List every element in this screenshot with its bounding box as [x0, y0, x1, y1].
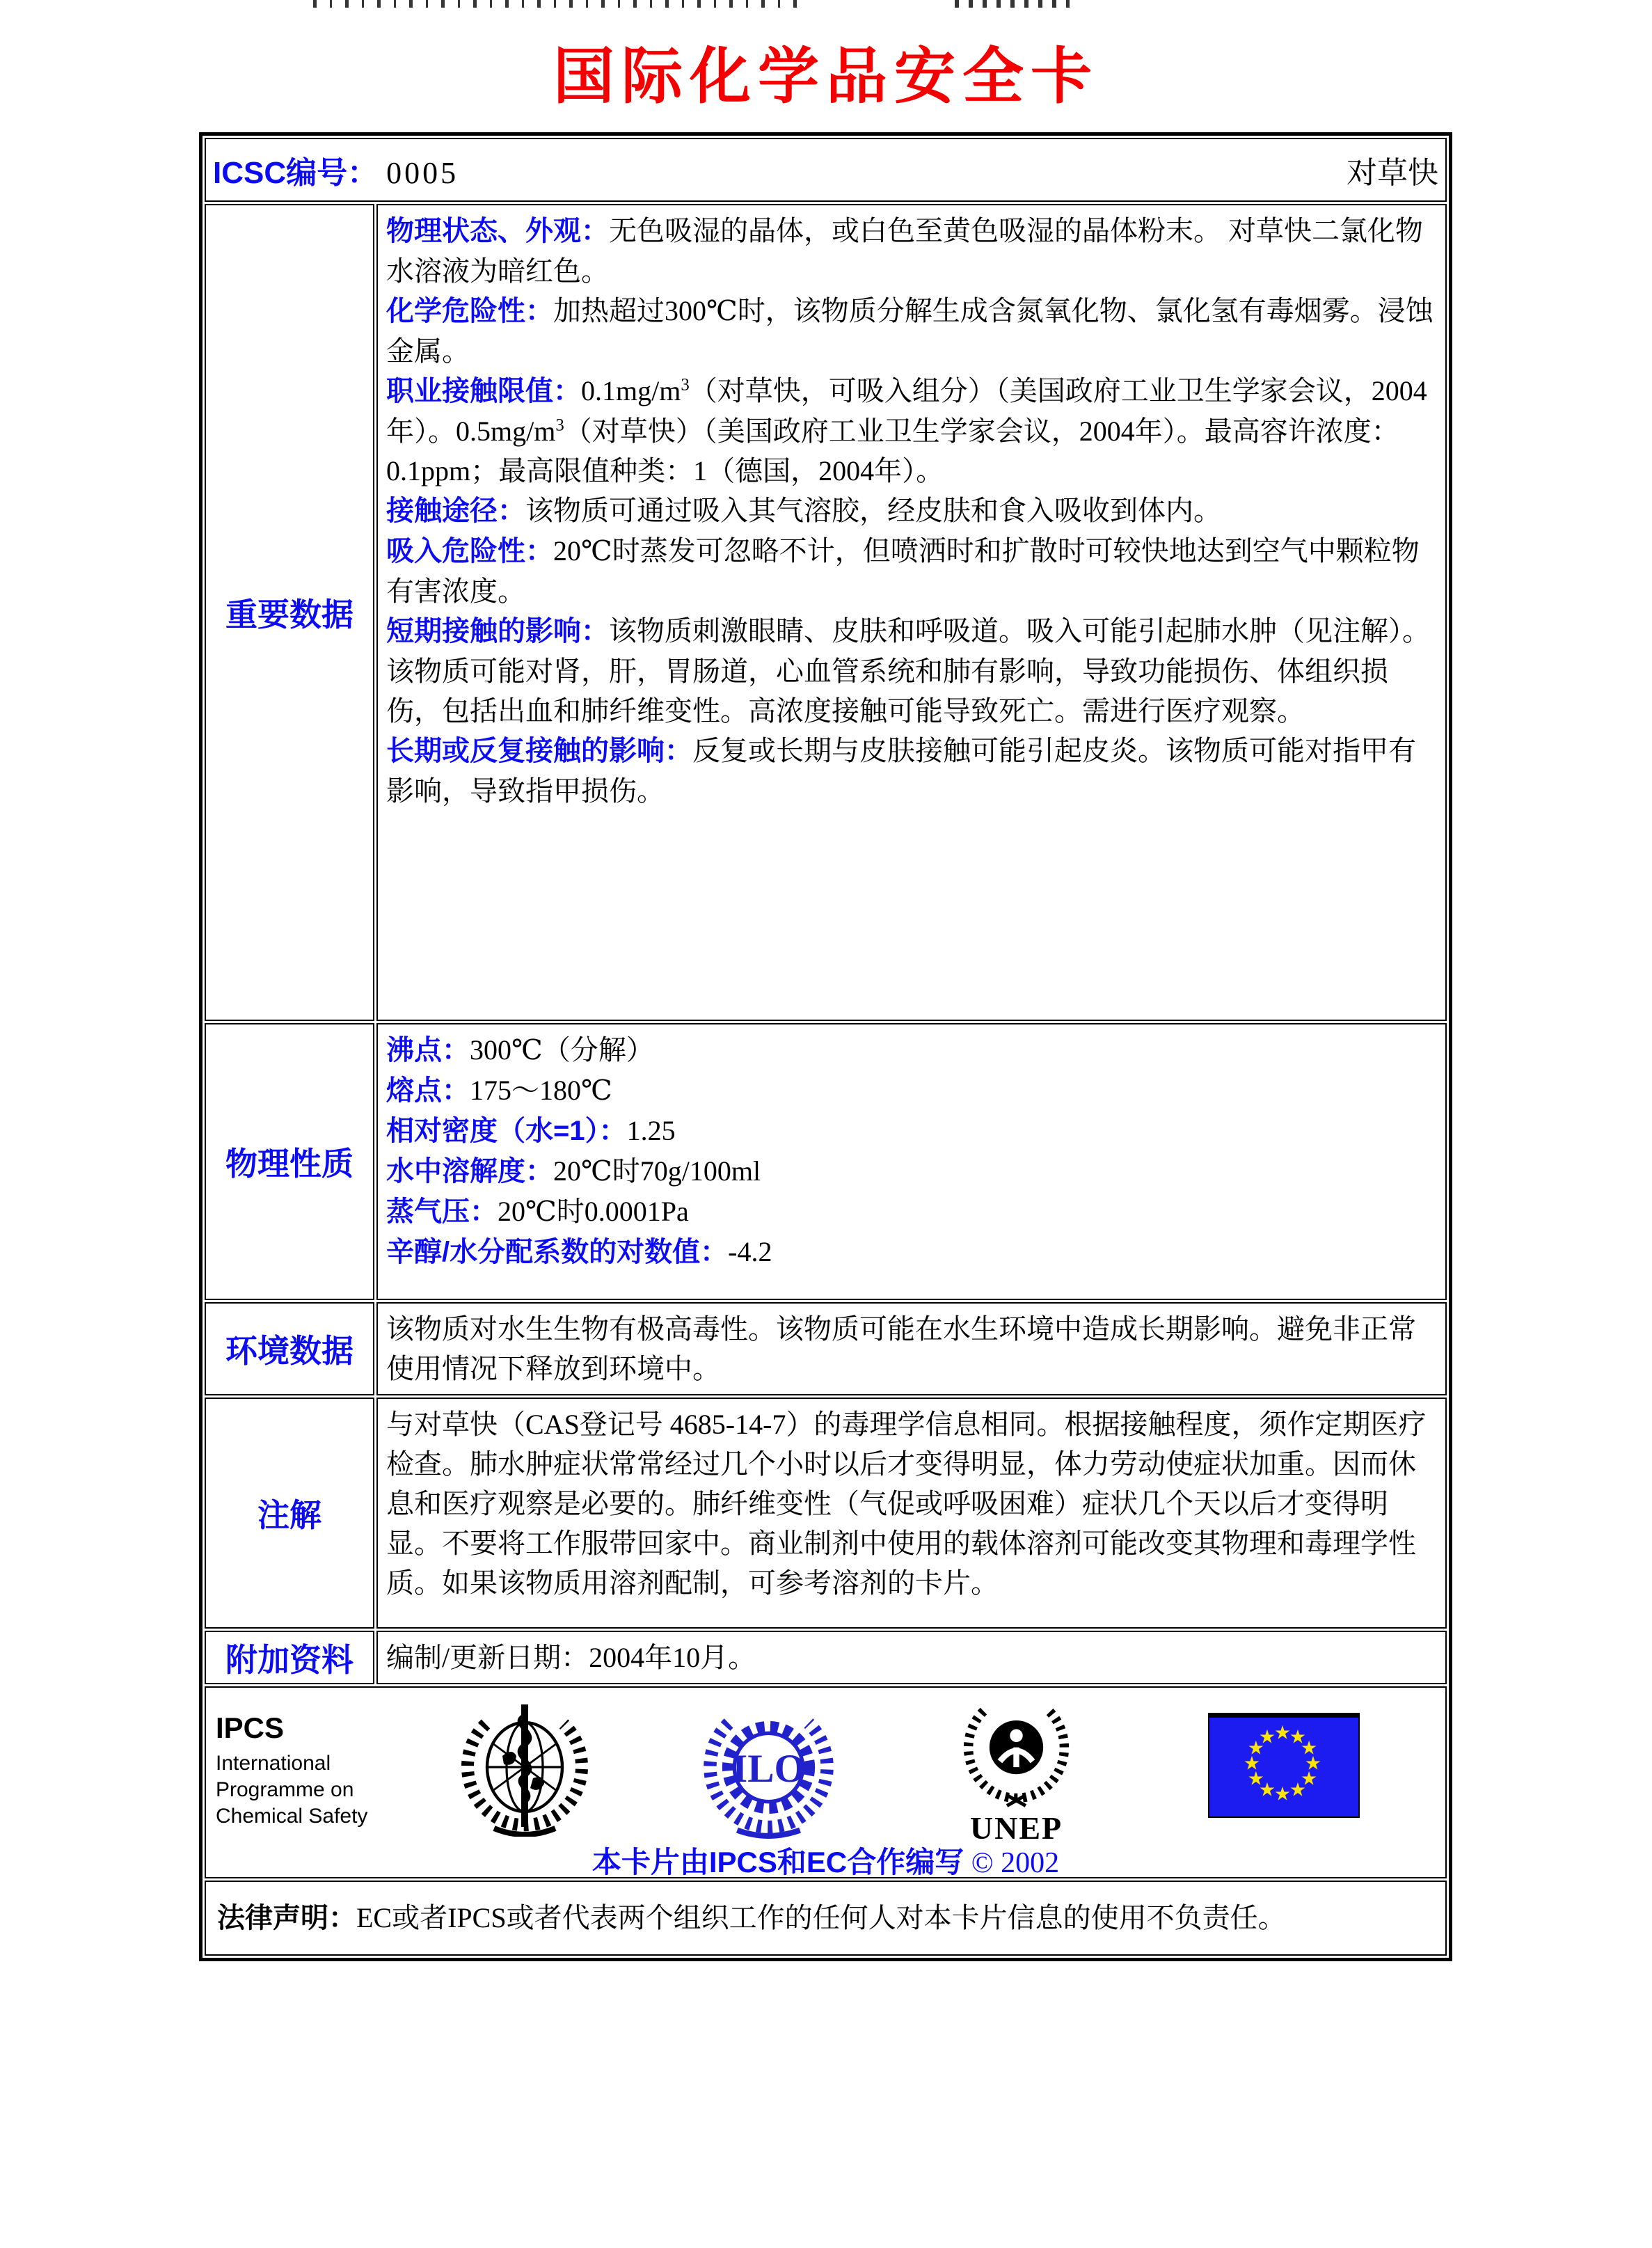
- paragraph: 该物质对水生生物有极高毒性。该物质可能在水生环境中造成长期影响。避免非正常使用情况下释放到环境中。: [386, 1313, 1416, 1384]
- field-label: 长期或反复接触的影响：: [386, 736, 692, 766]
- field-label: 相对密度（水=1）：: [386, 1116, 627, 1146]
- paragraph: 水中溶解度：20℃时70g/100ml: [386, 1155, 761, 1187]
- svg-text:ILO: ILO: [731, 1747, 806, 1791]
- icsc-card-table: [199, 132, 1452, 1961]
- section-label-additional-info: 附加资料: [205, 1631, 374, 1684]
- page-top-clipped-text: [955, 0, 1070, 8]
- field-label: 沸点：: [386, 1035, 470, 1066]
- section-body-additional-info: [376, 1631, 1447, 1684]
- paragraph: 职业接触限值：$0.1mg/m^3$（对草快，可吸入组分）（美国政府工业卫生学家会议，2004年）。$0.5mg/m^3$（对草快）（美国政府工业卫生学家会议，2004年）。最高容许浓度：0.1ppm；最高限值种类：1（德国，2004年）。: [386, 375, 1427, 486]
- notes-row: [205, 1398, 1447, 1629]
- physical-properties-row: [205, 1023, 1447, 1300]
- logos-row: [205, 1686, 1447, 1878]
- eu-star-icon: ★: [1247, 1737, 1264, 1759]
- ipcs-text-block: [216, 1711, 367, 1830]
- copyright-text: © 2002: [971, 1847, 1060, 1879]
- paragraph: 吸入危险性：20℃时蒸发可忽略不计，但喷洒时和扩散时可较快地达到空气中颗粒物有害浓度。: [386, 535, 1420, 607]
- credit-text: 本卡片由IPCS和EC合作编写: [591, 1846, 964, 1878]
- section-body-important-data: [376, 204, 1447, 1021]
- paragraph: 化学危险性：加热超过300℃时，该物质分解生成含氮氧化物、氯化氢有毒烟雾。浸蚀金属。: [386, 295, 1433, 367]
- eu-star-icon: ★: [1273, 1722, 1292, 1743]
- eu-star-icon: ★: [1304, 1752, 1322, 1774]
- chemical-name: 对草快: [1347, 156, 1438, 190]
- eu-star-icon: ★: [1300, 1768, 1318, 1789]
- environmental-data-row: [205, 1302, 1447, 1395]
- section-label-physical-properties: 物理性质: [205, 1023, 374, 1300]
- card-header: [206, 139, 1445, 200]
- field-label: 吸入危险性：: [386, 536, 553, 567]
- paragraph: 熔点：175～180℃: [386, 1075, 612, 1106]
- ipcs-line: International: [216, 1752, 331, 1775]
- additional-info-row: [205, 1631, 1447, 1684]
- important-data-row: [205, 204, 1447, 1021]
- field-label: 短期接触的影响：: [386, 616, 609, 647]
- eu-star-icon: ★: [1258, 1779, 1276, 1800]
- unep-caption: UNEP: [969, 1810, 1063, 1846]
- eu-star-icon: ★: [1243, 1752, 1261, 1774]
- unep-logo-block: [945, 1695, 1088, 1846]
- ipcs-line: Programme on: [216, 1778, 354, 1801]
- paragraph: 接触途径：该物质可通过吸入其气溶胶，经皮肤和食入吸收到体内。: [386, 495, 1221, 526]
- section-body-notes: [376, 1398, 1447, 1629]
- field-label: 蒸气压：: [386, 1196, 498, 1227]
- unep-logo-icon: [945, 1695, 1088, 1812]
- paragraph: 长期或反复接触的影响：反复或长期与皮肤接触可能引起皮炎。该物质可能对指甲有影响，导致指甲损伤。: [386, 735, 1416, 807]
- legal-row: [205, 1881, 1447, 1956]
- field-label: 化学危险性：: [386, 296, 553, 326]
- header-row: [205, 138, 1447, 202]
- paragraph: 物理状态、外观：无色吸湿的晶体，或白色至黄色吸湿的晶体粉末。 对草快二氯化物水溶液为暗红色。: [386, 215, 1423, 287]
- page-top-clipped-text: [313, 0, 807, 8]
- section-label-environmental-data: 环境数据: [205, 1302, 374, 1395]
- ipcs-title: IPCS: [216, 1711, 285, 1744]
- who-logo-icon: [455, 1697, 594, 1837]
- paragraph: 相对密度（水=1）：1.25: [386, 1115, 676, 1146]
- paragraph: 沸点：300℃（分解）: [386, 1034, 654, 1066]
- eu-star-icon: ★: [1289, 1779, 1307, 1800]
- organization-logos: [206, 1688, 1445, 1877]
- paragraph: 编制/更新日期：2004年10月。: [386, 1642, 756, 1673]
- field-label: 辛醇/水分配系数的对数值：: [386, 1237, 729, 1267]
- field-label: 熔点：: [386, 1075, 470, 1106]
- eu-star-icon: ★: [1300, 1737, 1318, 1759]
- icsc-number-label: ICSC编号：: [213, 156, 379, 190]
- paragraph: 与对草快（CAS登记号 4685-14-7）的毒理学信息相同。根据接触程度，须作定期医疗检查。肺水肿症状常常经过几个小时以后才变得明显，体力劳动使症状加重。因而休息和医疗观察是必要的。肺纤维变性（气促或呼吸困难）症状几个天以后才变得明显。不要将工作服带回家中。商业制剂中使用的载体溶剂可能改变其物理和毒理学性质。如果该物质用溶剂配制，可参考溶剂的卡片。: [386, 1409, 1427, 1599]
- paragraph: 辛醇/水分配系数的对数值：-4.2: [386, 1236, 772, 1267]
- section-label-notes: 注解: [205, 1398, 374, 1629]
- section-label-important-data: 重要数据: [205, 204, 374, 1021]
- eu-star-icon: ★: [1258, 1726, 1276, 1748]
- paragraph: 短期接触的影响：该物质刺激眼睛、皮肤和呼吸道。吸入可能引起肺水肿（见注解）。该物质可能对肾，肝，胃肠道，心血管系统和肺有影响，导致功能损伤、体组织损伤，包括出血和肺纤维变性。高浓度接触可能导致死亡。需进行医疗观察。: [386, 615, 1430, 727]
- field-label: 物理状态、外观：: [386, 216, 609, 246]
- field-label: 职业接触限值：: [386, 376, 581, 406]
- legal-notice: [205, 1881, 1447, 1956]
- eu-star-icon: ★: [1273, 1783, 1292, 1805]
- field-label: 法律声明：: [217, 1903, 356, 1933]
- eu-star-icon: ★: [1289, 1726, 1307, 1748]
- ipcs-line: Chemical Safety: [216, 1805, 368, 1828]
- credit-line: [206, 1839, 1445, 1881]
- section-body-environmental-data: [376, 1302, 1447, 1395]
- icsc-number-value: 0005: [386, 156, 459, 190]
- eu-flag-icon: [1208, 1713, 1360, 1818]
- paragraph: 法律声明：EC或者IPCS或者代表两个组织工作的任何人对本卡片信息的使用不负责任。: [217, 1902, 1286, 1933]
- page-title: 国际化学品安全卡: [553, 44, 1099, 111]
- field-label: 水中溶解度：: [386, 1156, 553, 1187]
- field-label: 接触途径：: [386, 496, 525, 526]
- section-body-physical-properties: [376, 1023, 1447, 1300]
- ilo-logo-icon: [697, 1696, 840, 1839]
- paragraph: 蒸气压：20℃时0.0001Pa: [386, 1196, 689, 1227]
- eu-star-icon: ★: [1247, 1768, 1264, 1789]
